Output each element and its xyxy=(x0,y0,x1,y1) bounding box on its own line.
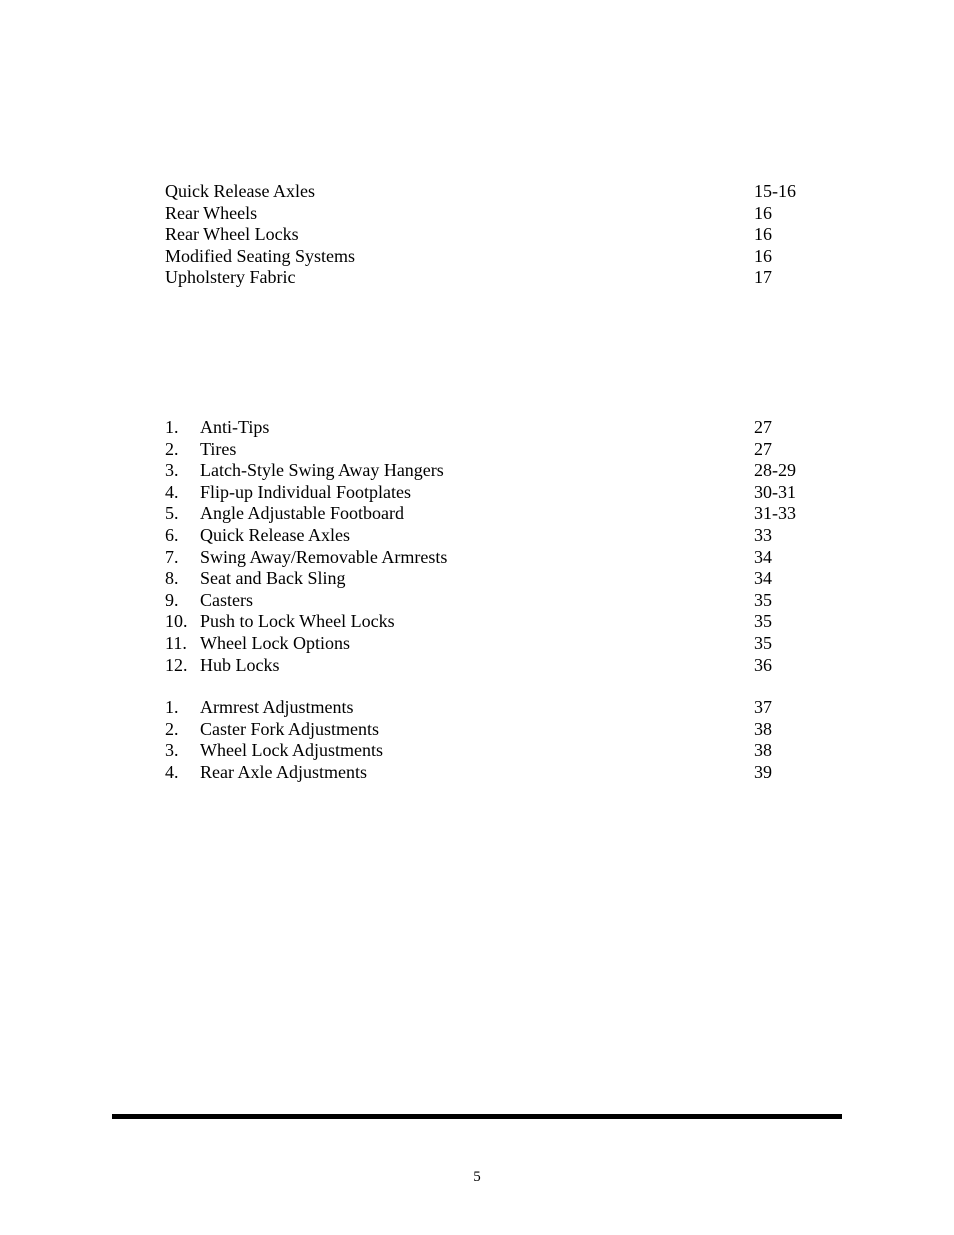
toc-entry-number: 6. xyxy=(165,525,179,545)
toc-entry-title: Armrest Adjustments xyxy=(200,697,354,717)
toc-entry-title: Latch-Style Swing Away Hangers xyxy=(200,460,444,481)
toc-entry xyxy=(165,590,805,612)
toc-entry-number: 1. xyxy=(165,417,179,437)
toc-entry-title: Anti-Tips xyxy=(200,417,270,437)
toc-entry-page: 34 xyxy=(754,546,772,567)
toc-entry-page: 35 xyxy=(754,611,772,632)
toc-entry-title: Angle Adjustable Footboard xyxy=(200,503,404,524)
toc-entry-title: Push to Lock Wheel Locks xyxy=(200,611,395,632)
toc-entry-title: Rear Axle Adjustments xyxy=(200,761,367,782)
toc-entry-page: 34 xyxy=(754,568,772,589)
toc-entry xyxy=(165,719,805,741)
toc-entry-number: 2. xyxy=(165,438,179,459)
toc-entry xyxy=(165,655,805,677)
toc-entry-page: 16 xyxy=(754,224,772,245)
toc-entry-page: 28-29 xyxy=(754,460,796,481)
toc-entry xyxy=(165,633,805,655)
toc-entry-title: Upholstery Fabric xyxy=(165,267,296,288)
toc-entry xyxy=(165,203,805,225)
toc-entry-page: 35 xyxy=(754,589,772,610)
toc-entry-title: Rear Wheel Locks xyxy=(165,224,299,245)
toc-entry-page: 35 xyxy=(754,633,772,653)
toc-entry-number: 8. xyxy=(165,568,179,589)
toc-entry-number: 5. xyxy=(165,503,179,524)
toc-entry-page: 38 xyxy=(754,740,772,761)
toc-entry-page: 33 xyxy=(754,525,772,545)
toc-entry xyxy=(165,762,805,784)
toc-entry xyxy=(165,611,805,633)
toc-entry-title: Caster Fork Adjustments xyxy=(200,718,379,739)
toc-entry-number: 4. xyxy=(165,761,179,782)
toc-entry xyxy=(165,267,805,289)
toc-entry-title: Quick Release Axles xyxy=(200,525,350,545)
toc-entry xyxy=(165,525,805,547)
toc-entry xyxy=(165,547,805,569)
toc-entry-number: 3. xyxy=(165,460,179,481)
toc-entry-number: 9. xyxy=(165,589,179,610)
toc-entry-page: 39 xyxy=(754,761,772,782)
toc-entry-page: 27 xyxy=(754,417,772,437)
toc-entry-title: Quick Release Axles xyxy=(165,181,315,201)
toc-entry-page: 17 xyxy=(754,267,772,288)
toc-entry-number: 10. xyxy=(165,611,188,632)
toc-entry-title: Hub Locks xyxy=(200,654,280,675)
toc-entry-title: Casters xyxy=(200,589,253,610)
toc-entry-title: Wheel Lock Options xyxy=(200,633,350,653)
toc-entry-number: 11. xyxy=(165,633,187,653)
toc-entry-number: 3. xyxy=(165,740,179,761)
toc-entry xyxy=(165,246,805,268)
toc-entry xyxy=(165,417,805,439)
toc-entry xyxy=(165,224,805,246)
page-number: 5 xyxy=(473,1169,481,1185)
toc-entry-number: 4. xyxy=(165,481,179,502)
toc-entry-title: Modified Seating Systems xyxy=(165,245,355,266)
toc-entry-page: 38 xyxy=(754,718,772,739)
toc-entry-number: 1. xyxy=(165,697,179,717)
toc-entry xyxy=(165,740,805,762)
toc-entry xyxy=(165,181,805,203)
toc-entry xyxy=(165,503,805,525)
toc-entry-number: 12. xyxy=(165,654,188,675)
toc-entry-title: Seat and Back Sling xyxy=(200,568,346,589)
toc-entry-page: 16 xyxy=(754,245,772,266)
toc-entry xyxy=(165,482,805,504)
toc-entry-title: Rear Wheels xyxy=(165,202,258,223)
toc-entry-page: 30-31 xyxy=(754,481,796,502)
toc-entry-page: 15-16 xyxy=(754,181,796,201)
toc-entry-title: Tires xyxy=(200,438,237,459)
toc-entry-page: 31-33 xyxy=(754,503,796,524)
toc-entry-page: 36 xyxy=(754,654,772,675)
toc-entry-title: Flip-up Individual Footplates xyxy=(200,481,411,502)
toc-entry-page: 27 xyxy=(754,438,772,459)
toc-entry-page: 37 xyxy=(754,697,772,717)
toc-entry-page: 16 xyxy=(754,202,772,223)
toc-entry-number: 2. xyxy=(165,718,179,739)
footer-rule xyxy=(112,1114,842,1119)
toc-entry-title: Wheel Lock Adjustments xyxy=(200,740,383,761)
toc-entry-title: Swing Away/Removable Armrests xyxy=(200,546,448,567)
toc-entry xyxy=(165,697,805,719)
toc-entry-number: 7. xyxy=(165,546,179,567)
toc-entry xyxy=(165,568,805,590)
toc-entry xyxy=(165,460,805,482)
toc-entry xyxy=(165,439,805,461)
